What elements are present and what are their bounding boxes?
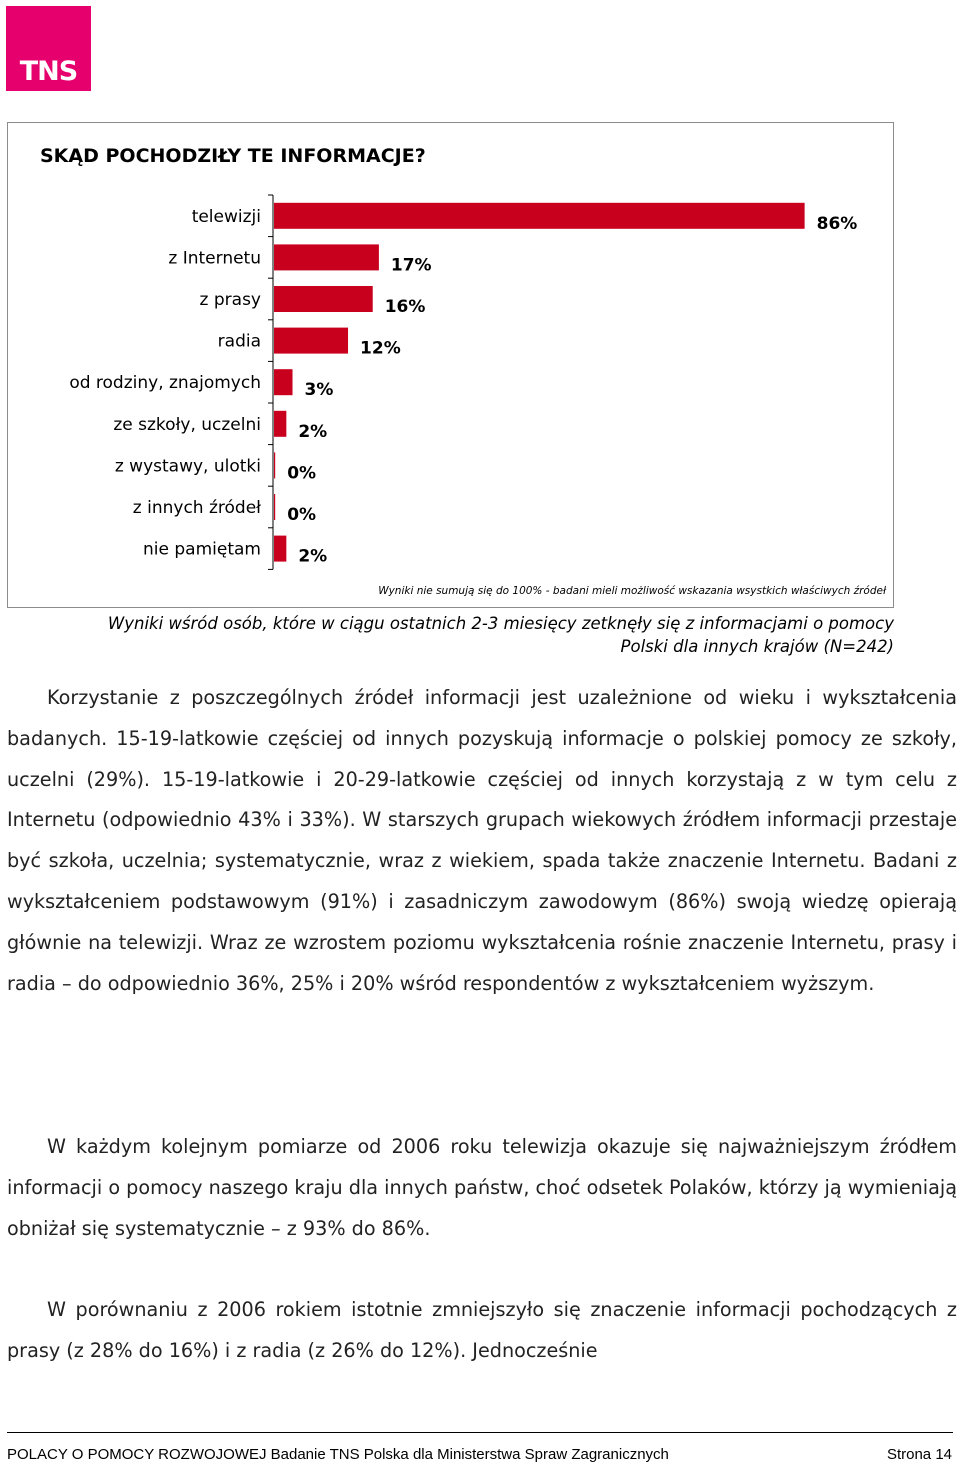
chart-caption: Wyniki wśród osób, które w ciągu ostatnich 2-3 miesięcy zetknęły się z informacjami o pomocy Polski dla innych krajów (N=242) bbox=[107, 614, 894, 656]
footer-divider bbox=[7, 1432, 953, 1433]
bar bbox=[274, 328, 348, 354]
chart-panel bbox=[7, 122, 894, 608]
value-label: 0% bbox=[287, 463, 317, 484]
bar bbox=[274, 536, 286, 562]
bar-chart bbox=[8, 123, 893, 607]
chart-note: Wyniki nie sumują się do 100% - badani mieli możliwość wskazania wsystkich właściwych źródeł bbox=[378, 585, 886, 597]
paragraph-sources-by-age: Korzystanie z poszczególnych źródeł informacji jest uzależnione od wieku i wykształcenia badanych. 15-19-latkowie częściej od innych pozyskują informacje o polskiej pomocy ze szkoły, uczelni (29%). 15-19-latkowie i 20-29-latkowie częściej od innych korzystają z w tym celu z Internetu (odpowiednio 43% i 33%). W starszych grupach wiekowych źródłem informacji przestaje być szkoła, uczelnia; systematycznie, wraz z wiekiem, spada także znaczenie Internetu. Badani z wykształceniem podstawowym (91%) i zasadniczym zawodowym (86%) swoją wiedzę opierają głównie na telewizji. Wraz ze wzrostem poziomu wykształcenia rośnie znaczenie Internetu, prasy i radia – do odpowiednio 36%, 25% i 20% wśród respondentów z wykształceniem wyższym. bbox=[7, 686, 957, 995]
category-label: radia bbox=[217, 331, 261, 352]
bar bbox=[274, 494, 275, 520]
bar bbox=[274, 411, 286, 437]
category-label: z innych źródeł bbox=[132, 498, 261, 518]
bar bbox=[274, 452, 275, 478]
category-label: z wystawy, ulotki bbox=[114, 456, 261, 477]
footer-title: POLACY O POMOCY ROZWOJOWEJ Badanie TNS Polska dla Ministerstwa Spraw Zagranicznych bbox=[7, 1446, 669, 1463]
bar bbox=[274, 369, 293, 395]
category-label: telewizji bbox=[191, 206, 261, 227]
value-label: 17% bbox=[390, 255, 432, 276]
value-label: 12% bbox=[360, 338, 401, 359]
bar bbox=[274, 244, 379, 270]
page-number: Strona 14 bbox=[886, 1446, 952, 1463]
value-label: 2% bbox=[298, 546, 328, 567]
category-label: nie pamiętam bbox=[143, 539, 261, 560]
chart-title: SKĄD POCHODZIŁY TE INFORMACJE? bbox=[40, 145, 426, 167]
category-label: od rodziny, znajomych bbox=[69, 373, 261, 394]
paragraph-press-radio: W porównaniu z 2006 rokiem istotnie zmniejszyło się znaczenie informacji pochodzących z prasy (z 28% do 16%) i z radia (z 26% do 12%). Jednocześnie bbox=[7, 1298, 957, 1362]
value-label: 2% bbox=[298, 421, 328, 442]
value-label: 3% bbox=[304, 380, 334, 401]
paragraph-tv-trend: W każdym kolejnym pomiarze od 2006 roku telewizja okazuje się najważniejszym źródłem informacji o pomocy naszego kraju dla innych państw, choć odsetek Polaków, którzy ją wymieniają obniżał się systematycznie – z 93% do 86%. bbox=[7, 1135, 957, 1240]
bar bbox=[274, 203, 805, 229]
value-label: 16% bbox=[384, 297, 426, 317]
category-label: ze szkoły, uczelni bbox=[113, 414, 261, 435]
bar bbox=[274, 286, 373, 312]
category-label: z prasy bbox=[199, 290, 261, 310]
category-label: z Internetu bbox=[168, 248, 261, 269]
value-label: 0% bbox=[287, 505, 317, 525]
tns-logo: TNS bbox=[6, 6, 91, 91]
value-label: 86% bbox=[816, 213, 858, 234]
